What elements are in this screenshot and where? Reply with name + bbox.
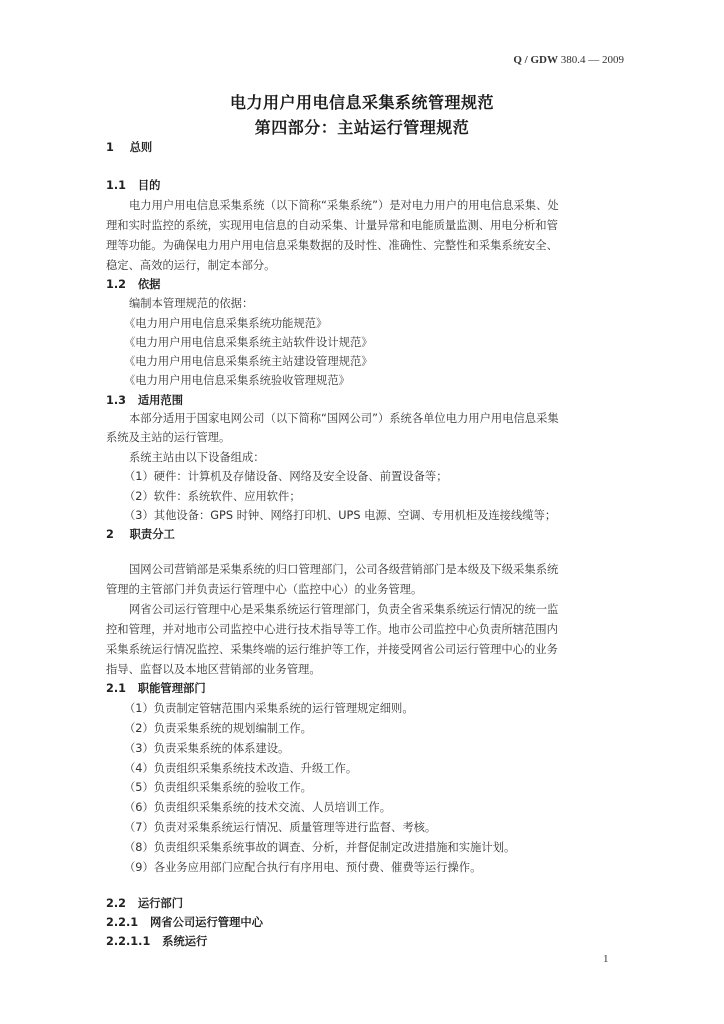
list-item: （2）软件：系统软件、应用软件；: [124, 490, 301, 503]
paragraph-line: 控和管理，并对地市公司监控中心进行技术指导等工作。地市公司监控中心负责所辖范围内: [106, 623, 558, 636]
list-item: （5）负责组织采集系统的验收工作。: [124, 781, 312, 794]
list-item: （8）负责组织采集系统事故的调查、分析，并督促制定改进措施和实施计划。: [124, 841, 516, 854]
list-item: （1）硬件：计算机及存储设备、网络及安全设备、前置设备等；: [124, 470, 448, 483]
section-2-2-1-heading: 2.2.1 网省公司运行管理中心: [106, 916, 263, 929]
reference-item: 《电力用户用电信息采集系统主站软件设计规范》: [124, 336, 373, 349]
section-1-3-heading: 1.3 适用范围: [106, 394, 184, 407]
list-item: （1）负责制定管辖范围内采集系统的运行管理规定细则。: [124, 702, 414, 715]
paragraph-line: 采集系统运行情况监控、采集终端的运行维护等工作，并接受网省公司运行管理中心的业务: [106, 643, 558, 656]
list-item: （3）其他设备：GPS 时钟、网络打印机、UPS 电源、空调、专用机柜及连接线缆等；: [124, 509, 557, 522]
section-2-1-heading: 2.1 职能管理部门: [106, 682, 206, 695]
paragraph-line: 系统及主站的运行管理。: [106, 431, 231, 444]
standard-code: Q / GDW 380.4 — 2009: [513, 54, 624, 66]
paragraph-line: 指导、监督以及本地区营销部的业务管理。: [106, 663, 321, 676]
paragraph-line: 电力用户用电信息采集系统（以下简称“采集系统”）是对电力用户的用电信息采集、处: [129, 199, 559, 212]
paragraph-line: 编制本管理规范的依据：: [129, 297, 254, 310]
section-2-2-heading: 2.2 运行部门: [106, 897, 184, 910]
reference-item: 《电力用户用电信息采集系统功能规范》: [124, 317, 328, 330]
section-2-heading: 2 职责分工: [106, 528, 175, 541]
paragraph-line: 本部分适用于国家电网公司（以下简称“国网公司”）系统各单位电力用户用电信息采集: [129, 412, 559, 425]
paragraph-line: 理和实时监控的系统，实现用电信息的自动采集、计量异常和电能质量监测、用电分析和管: [106, 219, 558, 232]
paragraph-line: 网省公司运行管理中心是采集系统运行管理部门，负责全省采集系统运行情况的统一监: [129, 603, 559, 616]
list-item: （9）各业务应用部门应配合执行有序用电、预付费、催费等运行操作。: [124, 861, 482, 874]
list-item: （6）负责组织采集系统的技术交流、人员培训工作。: [124, 801, 392, 814]
list-item: （7）负责对采集系统运行情况、质量管理等进行监督、考核。: [124, 821, 437, 834]
page-number: 1: [603, 953, 609, 965]
paragraph-line: 稳定、高效的运行，制定本部分。: [106, 259, 276, 272]
section-1-1-heading: 1.1 目的: [106, 179, 161, 192]
document-title: 电力用户用电信息采集系统管理规范: [229, 93, 494, 112]
section-1-heading: 1 总则: [106, 141, 153, 154]
list-item: （3）负责采集系统的体系建设。: [124, 742, 290, 755]
paragraph-line: 国网公司营销部是采集系统的归口管理部门，公司各级营销部门是本级及下级采集系统: [129, 563, 559, 576]
section-2-2-1-1-heading: 2.2.1.1 系统运行: [106, 935, 208, 948]
section-1-2-heading: 1.2 依据: [106, 278, 161, 291]
document-subtitle: 第四部分：主站运行管理规范: [254, 118, 470, 137]
list-item: （2）负责采集系统的规划编制工作。: [124, 722, 312, 735]
list-item: （4）负责组织采集系统技术改造、升级工作。: [124, 762, 358, 775]
reference-item: 《电力用户用电信息采集系统验收管理规范》: [124, 374, 350, 387]
paragraph-line: 管理的主管部门并负责运行管理中心（监控中心）的业务管理。: [106, 583, 423, 596]
paragraph-line: 理等功能。为确保电力用户用电信息采集数据的及时性、准确性、完整性和采集系统安全、: [106, 239, 558, 252]
paragraph-line: 系统主站由以下设备组成：: [129, 451, 265, 464]
reference-item: 《电力用户用电信息采集系统主站建设管理规范》: [124, 355, 373, 368]
